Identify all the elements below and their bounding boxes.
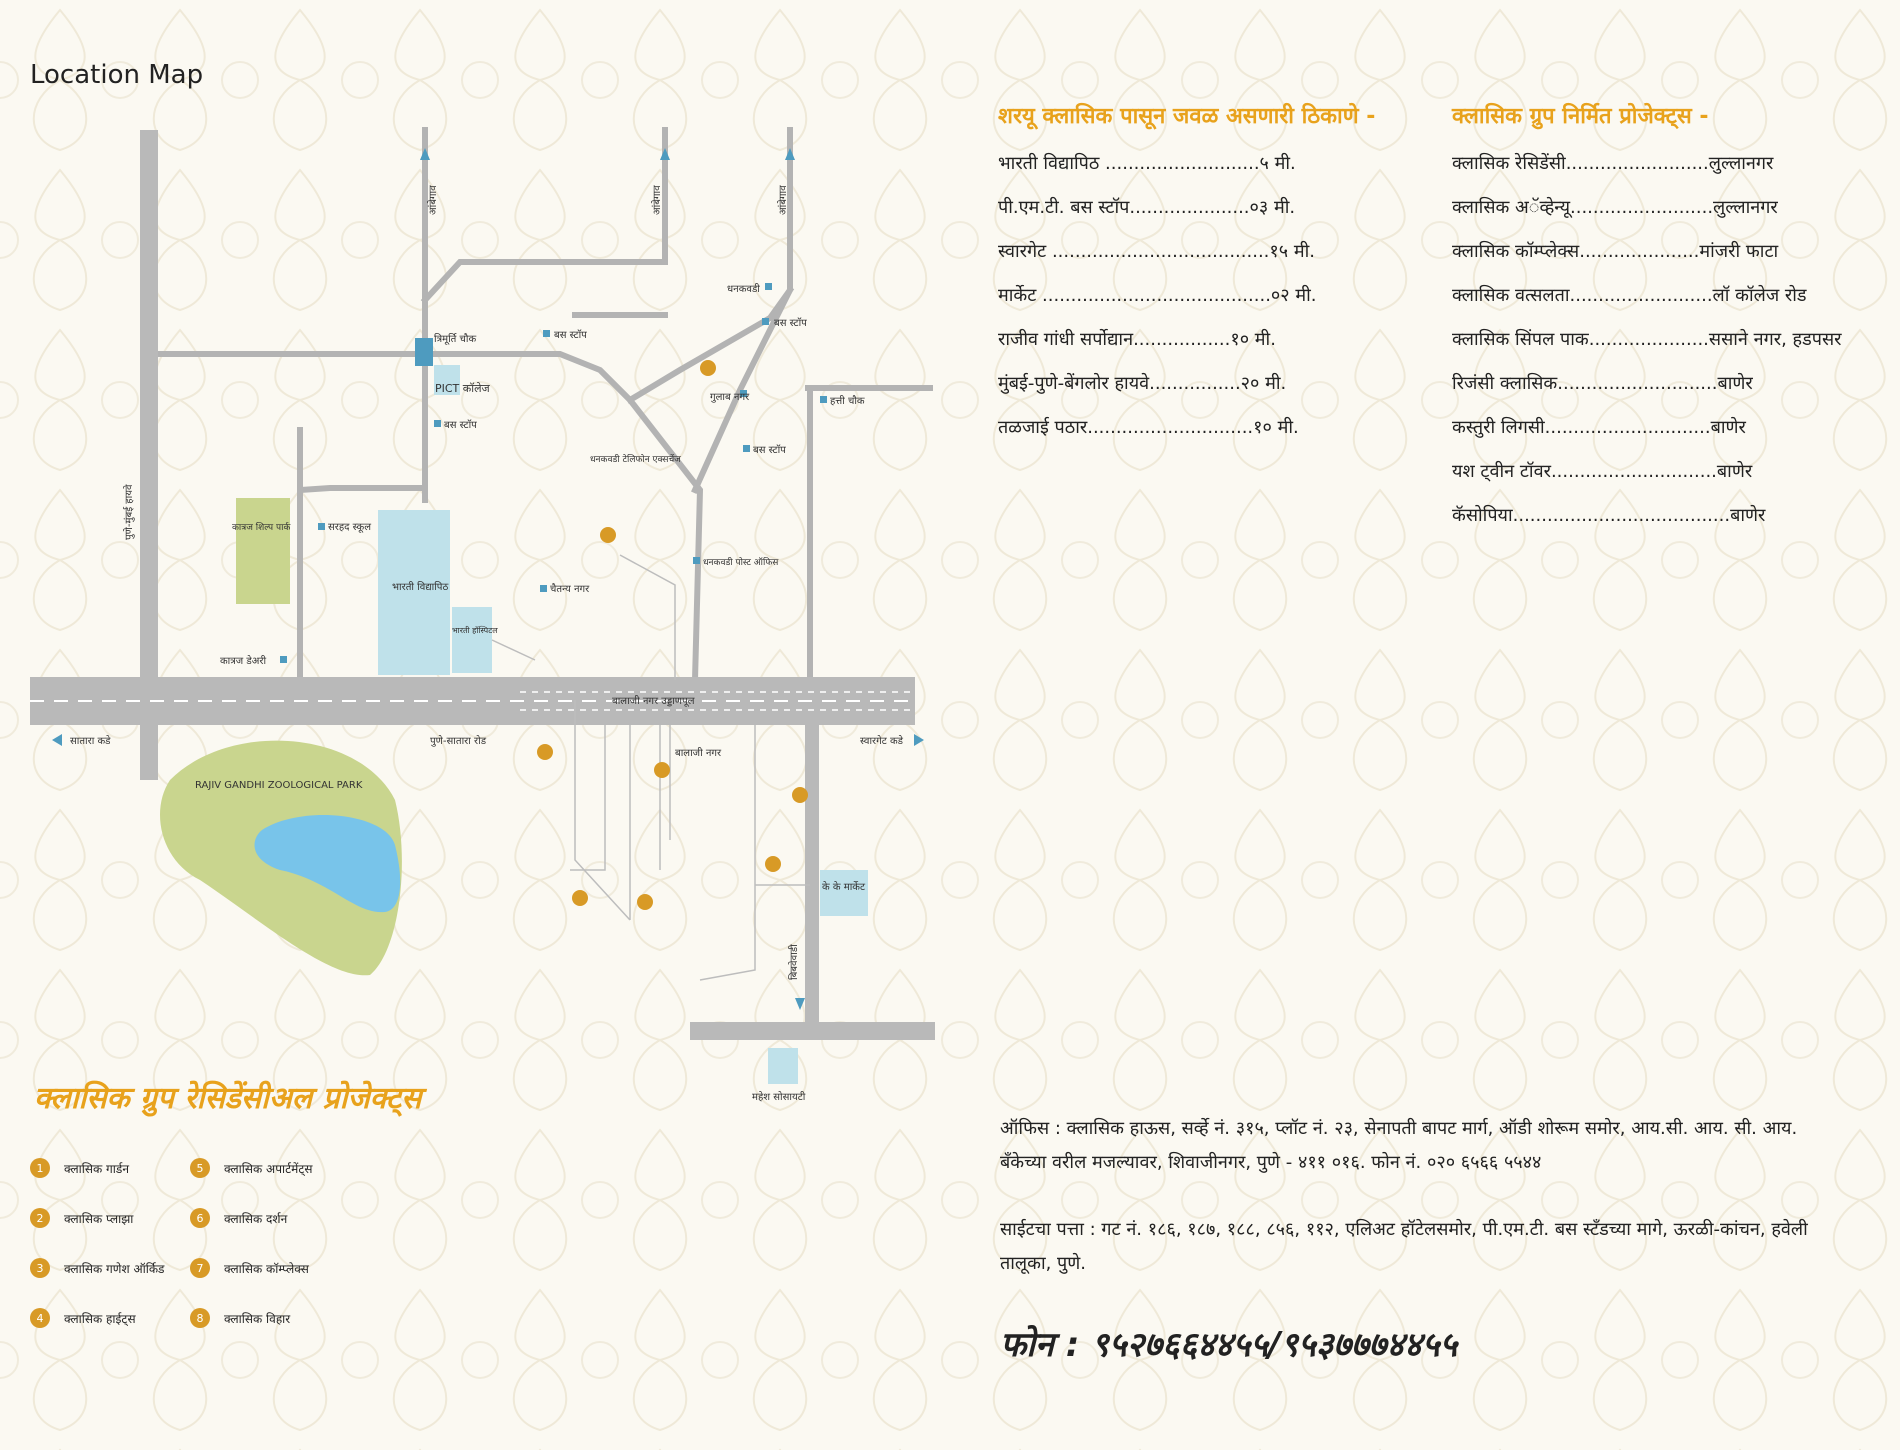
legend-marker-icon: 4	[30, 1308, 50, 1328]
page-title: Location Map	[30, 60, 204, 90]
nearby-item: पी.एम.टी. बस स्टॉप.....................०३ मी.	[998, 197, 1296, 218]
label-mahesh: महेश सोसायटी	[752, 1092, 806, 1103]
south-road	[690, 1022, 935, 1040]
label-bus3: बस स्टॉप	[774, 318, 807, 329]
legend-marker-icon: 7	[190, 1258, 210, 1278]
project-item: क्लासिक कॉम्प्लेक्स.....................मांजरी फाटा	[1452, 241, 1779, 262]
legend-label: क्लासिक हाईट्स	[64, 1311, 136, 1326]
label-balaji: बालाजी नगर	[675, 748, 722, 759]
label-bus1: बस स्टॉप	[554, 330, 587, 341]
office-address: ऑफिस : क्लासिक हाऊस, सर्व्हे नं. ३१५, प्लॉट नं. २३, सेनापती बापट मार्ग, ऑडी शोरूम समोर, आय.सी. आय. सी. आय. बँकेच्या वरील मजल्यावर, शिवाजीनगर, पुणे - ४११ ०१६. फोन नं. ०२० ६५६६ ५५४४	[1000, 1118, 1798, 1173]
label-trimurti: त्रिमूर्ति चौक	[434, 334, 477, 345]
legend-marker-icon: 1	[30, 1158, 50, 1178]
legend-label: क्लासिक गार्डन	[64, 1161, 129, 1176]
nearby-item: तळजाई पठार.............................१० मी.	[998, 417, 1299, 438]
label-to-a: आंबेगाव	[428, 185, 439, 215]
legend-label: क्लासिक प्लाझा	[64, 1211, 134, 1226]
label-highway: पुणे-मुंबई हायवे	[124, 484, 135, 540]
legend-item	[190, 1208, 287, 1228]
label-pict: PICT कॉलेज	[435, 382, 490, 395]
project-item: क्लासिक सिंपल पाक.....................ससाने नगर, हडपसर	[1452, 329, 1842, 350]
legend-label: क्लासिक अपार्टमेंट्स	[224, 1161, 313, 1176]
label-satara: सातारा कडे	[70, 736, 111, 747]
label-to-c: आंबेगाव	[778, 185, 789, 215]
nearby-heading: शरयू क्लासिक पासून जवळ असणारी ठिकाणे -	[998, 104, 1376, 129]
bharati-hospital-block	[452, 607, 492, 673]
label-gulab: गुलाब नगर	[710, 392, 750, 403]
legend-label: क्लासिक कॉम्प्लेक्स	[224, 1261, 309, 1276]
label-dhankawadi: धनकवडी	[727, 284, 760, 295]
site-address: साईटचा पत्ता : गट नं. १८६, १८७, १८८, ८५६, ११२, एलिअट हॉटेलसमोर, पी.एम.टी. बस स्टँडच्या मागे, ऊरळी-कांचन, हवेली तालूका, पुणे.	[1000, 1219, 1808, 1274]
nearby-item: भारती विद्यापिठ ...........................५ मी.	[998, 153, 1296, 174]
project-item: रिजंसी क्लासिक............................बाणेर	[1452, 373, 1753, 394]
project-item: क्लासिक रेसिडेंसी.........................लुल्लानगर	[1452, 153, 1774, 174]
label-bus4: बस स्टॉप	[753, 445, 786, 456]
nearby-item: मार्केट ........................................०२ मी.	[998, 285, 1317, 306]
legend	[30, 1158, 330, 1358]
legend-label: क्लासिक गणेश ऑर्किड	[64, 1261, 165, 1276]
nearby-panel	[998, 100, 1418, 450]
label-balaji-flyover: बालाजी नगर उड्डाणपूल	[612, 696, 695, 707]
label-chaitanya: चैतन्य नगर	[550, 584, 590, 595]
project-item: यश ट्वीन टॉवर.............................बाणेर	[1452, 461, 1753, 482]
label-pune-satara: पुणे-सातारा रोड	[430, 736, 487, 747]
nearby-item: मुंबई-पुणे-बेंगलोर हायवे................२० मी.	[998, 373, 1287, 394]
label-telephone: धनकवडी टेलिफोन एक्सचेंज	[590, 455, 681, 465]
projects-list	[1452, 142, 1872, 538]
mahesh-block	[768, 1048, 798, 1084]
legend-item	[30, 1158, 129, 1178]
label-katraj-park: कात्रज शिल्प पार्क	[232, 523, 291, 533]
nearby-item: स्वारगेट ......................................१५ मी.	[998, 241, 1315, 262]
label-hatti: हत्ती चौक	[830, 396, 865, 407]
label-hospital: भारती हॉस्पिटल	[452, 626, 498, 635]
legend-label: क्लासिक दर्शन	[224, 1211, 288, 1226]
nearby-list	[998, 142, 1418, 450]
project-item: कॅसोपिया......................................बाणेर	[1452, 505, 1766, 526]
label-kk-market: के के मार्केट	[822, 882, 866, 893]
label-bharati: भारती विद्यापिठ	[392, 582, 449, 593]
legend-title: क्लासिक ग्रुप रेसिडेंसीअल प्रोजेक्ट्स	[34, 1081, 422, 1116]
nearby-item: राजीव गांधी सर्पोद्यान.................१० मी.	[998, 329, 1276, 350]
phone-number: फोन : ९५२७६६४४५५/९५३७७७४४५५	[1000, 1325, 1458, 1365]
legend-item	[190, 1308, 290, 1328]
trimurti-marker	[415, 338, 433, 366]
label-to-b: आंबेगाव	[652, 185, 663, 215]
project-item: कस्तुरी लिगसी.............................बाणेर	[1452, 417, 1746, 438]
legend-label: क्लासिक विहार	[224, 1311, 291, 1326]
project-item: क्लासिक अॅव्हेन्यू.........................लुल्लानगर	[1452, 197, 1778, 218]
legend-marker-icon: 5	[190, 1158, 210, 1178]
legend-marker-icon: 3	[30, 1258, 50, 1278]
legend-marker-icon: 6	[190, 1208, 210, 1228]
label-bibwewadi: बिबवेवाडी	[789, 944, 800, 980]
katraj-park-block	[236, 498, 290, 604]
label-katraj-dairy: कात्रज डेअरी	[220, 656, 267, 667]
projects-panel	[1452, 100, 1872, 538]
projects-heading: क्लासिक ग्रुप निर्मित प्रोजेक्ट्स -	[1452, 104, 1709, 129]
legend-marker-icon: 8	[190, 1308, 210, 1328]
legend-item	[190, 1258, 309, 1278]
legend-item	[30, 1208, 133, 1228]
label-sarhad: सरहद स्कूल	[328, 522, 371, 533]
legend-item	[30, 1258, 164, 1278]
kk-market-block	[820, 870, 868, 916]
label-post: धनकवडी पोस्ट ऑफिस	[703, 558, 779, 568]
legend-item	[190, 1158, 313, 1178]
label-bus2: बस स्टॉप	[444, 420, 477, 431]
label-swarget: स्वारगेट कडे	[860, 736, 904, 747]
label-park: RAJIV GANDHI ZOOLOGICAL PARK	[195, 780, 363, 791]
legend-item	[30, 1308, 136, 1328]
project-item: क्लासिक वत्सलता.........................लॉ कॉलेज रोड	[1452, 285, 1807, 306]
legend-marker-icon: 2	[30, 1208, 50, 1228]
